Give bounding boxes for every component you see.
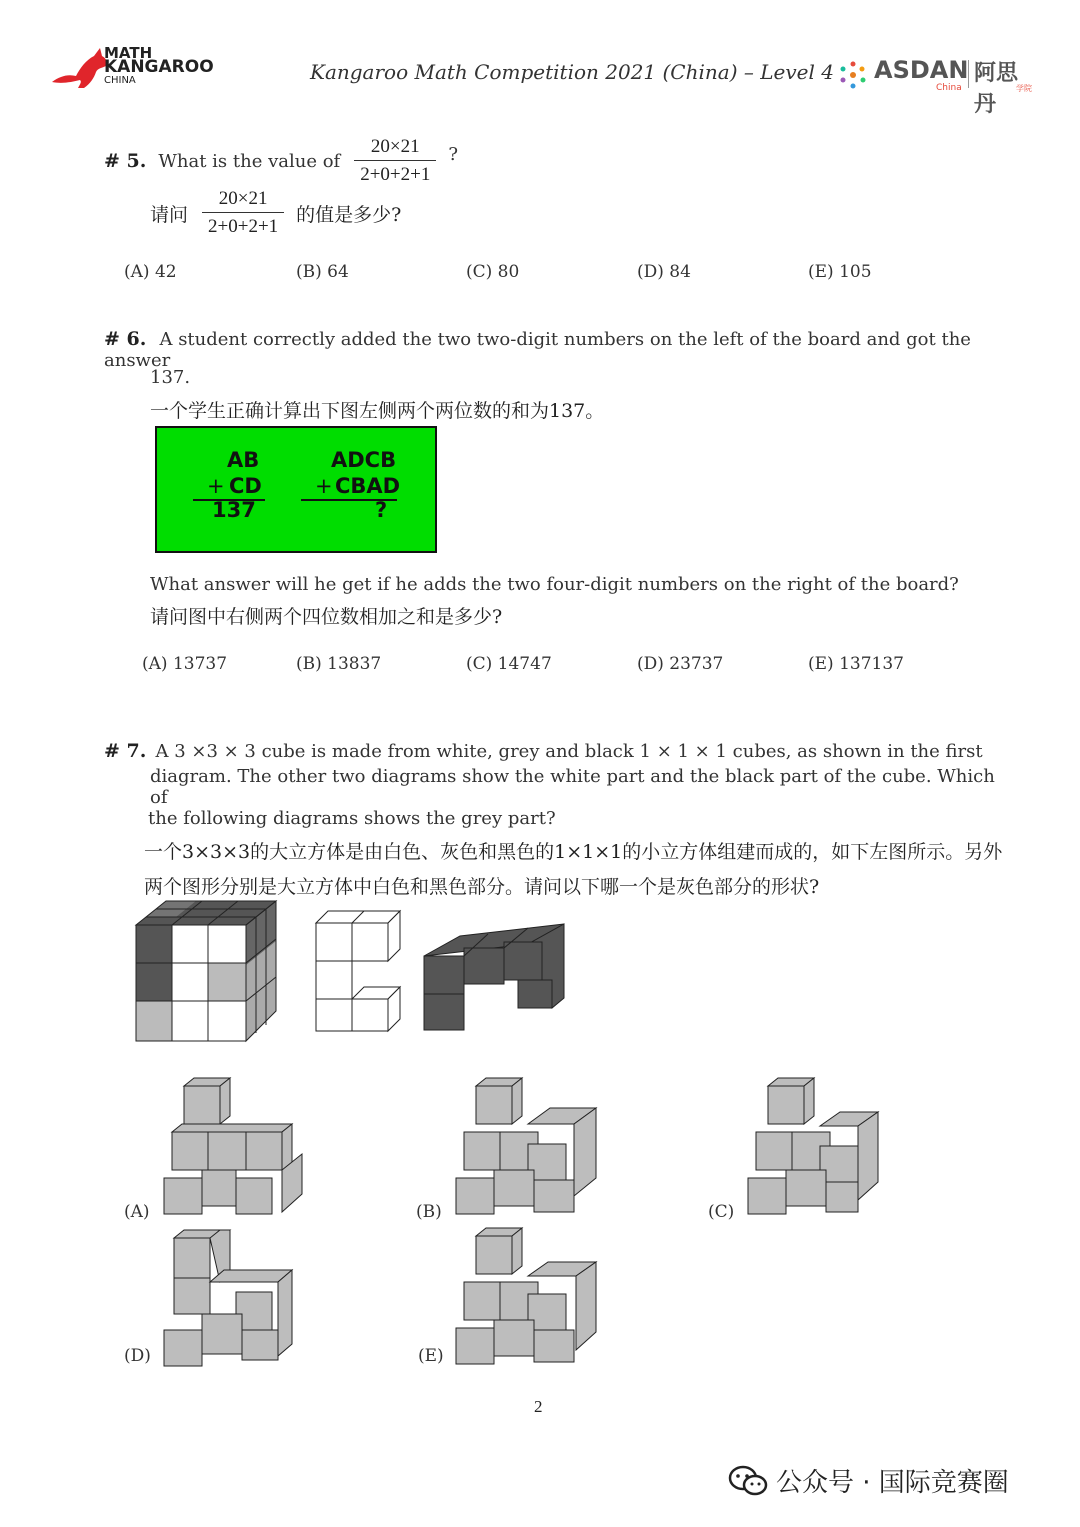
q6-option-a[interactable]: (A) 13737: [142, 654, 228, 674]
black-part-diagram: [418, 918, 578, 1038]
question-text-zh-post: 的值是多少?: [296, 203, 402, 226]
board-right-result: ?: [375, 498, 388, 522]
q7-option-b-label[interactable]: (B): [416, 1202, 442, 1222]
logo-line-kangaroo: KANGAROO: [104, 57, 214, 77]
question-text-en-1: A 3 ×3 × 3 cube is made from white, grey and black 1 × 1 × 1 cubes, as shown in the first: [155, 741, 983, 762]
q6-question-en: What answer will he get if he adds the two four-digit numbers on the right of the board?: [150, 574, 959, 595]
question-text-en-2: 137.: [150, 367, 191, 388]
wechat-icon: [728, 1465, 768, 1497]
wechat-footer: [728, 1462, 1009, 1499]
question-text-en-3: the following diagrams shows the grey part?: [148, 808, 556, 829]
question-6: [104, 328, 1004, 423]
question-text-zh-1: 一个3×3×3的大立方体是由白色、灰色和黑色的1×1×1的小立方体组建而成的，如下左图所示。另外: [144, 841, 1003, 863]
q5-option-a[interactable]: (A) 42: [124, 262, 177, 282]
board-right-plus: +: [315, 474, 333, 498]
fraction-numerator-zh: 20×21: [202, 188, 284, 213]
option-c-diagram[interactable]: [742, 1074, 892, 1222]
math-kangaroo-logo: [50, 44, 214, 92]
board-left-bottom: CD: [229, 474, 262, 498]
green-board: [155, 426, 437, 553]
question-number: # 7.: [104, 740, 147, 762]
fraction-zh: [202, 188, 284, 238]
board-left-plus: +: [207, 474, 225, 498]
q7-option-d-label[interactable]: (D): [124, 1346, 151, 1366]
question-number: # 5.: [104, 150, 147, 172]
kangaroo-icon: [50, 46, 110, 90]
q7-option-a-label[interactable]: (A): [124, 1202, 150, 1222]
q6-option-d[interactable]: (D) 23737: [637, 654, 724, 674]
q6-option-e[interactable]: (E) 137137: [808, 654, 904, 674]
asdan-star-icon: [838, 60, 868, 90]
question-text-en-2: diagram. The other two diagrams show the white part and the black part of the cube. Which of: [150, 766, 995, 808]
board-left-result: 137: [212, 498, 256, 522]
page-header-title: Kangaroo Math Competition 2021 (China) – Level 4: [310, 60, 834, 84]
asdan-brand: ASDAN: [874, 56, 969, 84]
q6-option-c[interactable]: (C) 14747: [466, 654, 552, 674]
question-text-zh-2: 两个图形分别是大立方体中白色和黑色部分。请问以下哪一个是灰色部分的形状?: [144, 876, 820, 898]
asdan-divider: [968, 60, 969, 88]
wechat-text: 公众号 · 国际竞赛圈: [776, 1468, 1009, 1498]
q5-option-e[interactable]: (E) 105: [808, 262, 872, 282]
option-d-diagram[interactable]: [158, 1224, 308, 1372]
question-7: [104, 740, 1004, 899]
question-5: [104, 136, 1004, 238]
question-text-en: What is the value of: [158, 150, 341, 172]
fraction-denominator-zh: 2+0+2+1: [208, 216, 279, 237]
q5-option-c[interactable]: (C) 80: [466, 262, 520, 282]
board-right-bottom: CBAD: [335, 474, 401, 498]
board-right-top: ADCB: [331, 448, 397, 472]
q7-option-c-label[interactable]: (C): [708, 1202, 735, 1222]
question-number: # 6.: [104, 328, 147, 350]
option-e-diagram[interactable]: [450, 1224, 600, 1372]
logo-line-china: CHINA: [104, 75, 136, 86]
logo-line-math: MATH: [104, 44, 153, 62]
page-number: 2: [534, 1397, 543, 1416]
option-b-diagram[interactable]: [450, 1074, 600, 1222]
q6-option-b[interactable]: (B) 13837: [296, 654, 382, 674]
main-cube-diagram: [130, 895, 290, 1045]
board-left-top: AB: [227, 448, 260, 472]
asdan-brand-cn: 阿思丹: [974, 61, 1019, 117]
question-mark: ?: [448, 143, 459, 165]
q7-option-e-label[interactable]: (E): [418, 1346, 444, 1366]
fraction-numerator: 20×21: [354, 136, 436, 161]
question-text-en-1: A student correctly added the two two-digit numbers on the left of the board and got the answer: [104, 329, 971, 371]
question-text-zh: 一个学生正确计算出下图左侧两个两位数的和为137。: [150, 400, 605, 422]
q5-option-d[interactable]: (D) 84: [637, 262, 691, 282]
q6-question-zh: 请问图中右侧两个四位数相加之和是多少?: [150, 606, 503, 628]
white-part-diagram: [310, 905, 410, 1035]
q5-option-b[interactable]: (B) 64: [296, 262, 349, 282]
option-a-diagram[interactable]: [158, 1074, 308, 1222]
asdan-sub-cn: 学院: [1016, 84, 1032, 93]
fraction-denominator: 2+0+2+1: [360, 164, 431, 185]
asdan-logo: [838, 56, 1038, 117]
asdan-sub: China: [936, 83, 962, 93]
fraction: [354, 136, 436, 186]
question-text-zh: 请问: [150, 203, 189, 226]
